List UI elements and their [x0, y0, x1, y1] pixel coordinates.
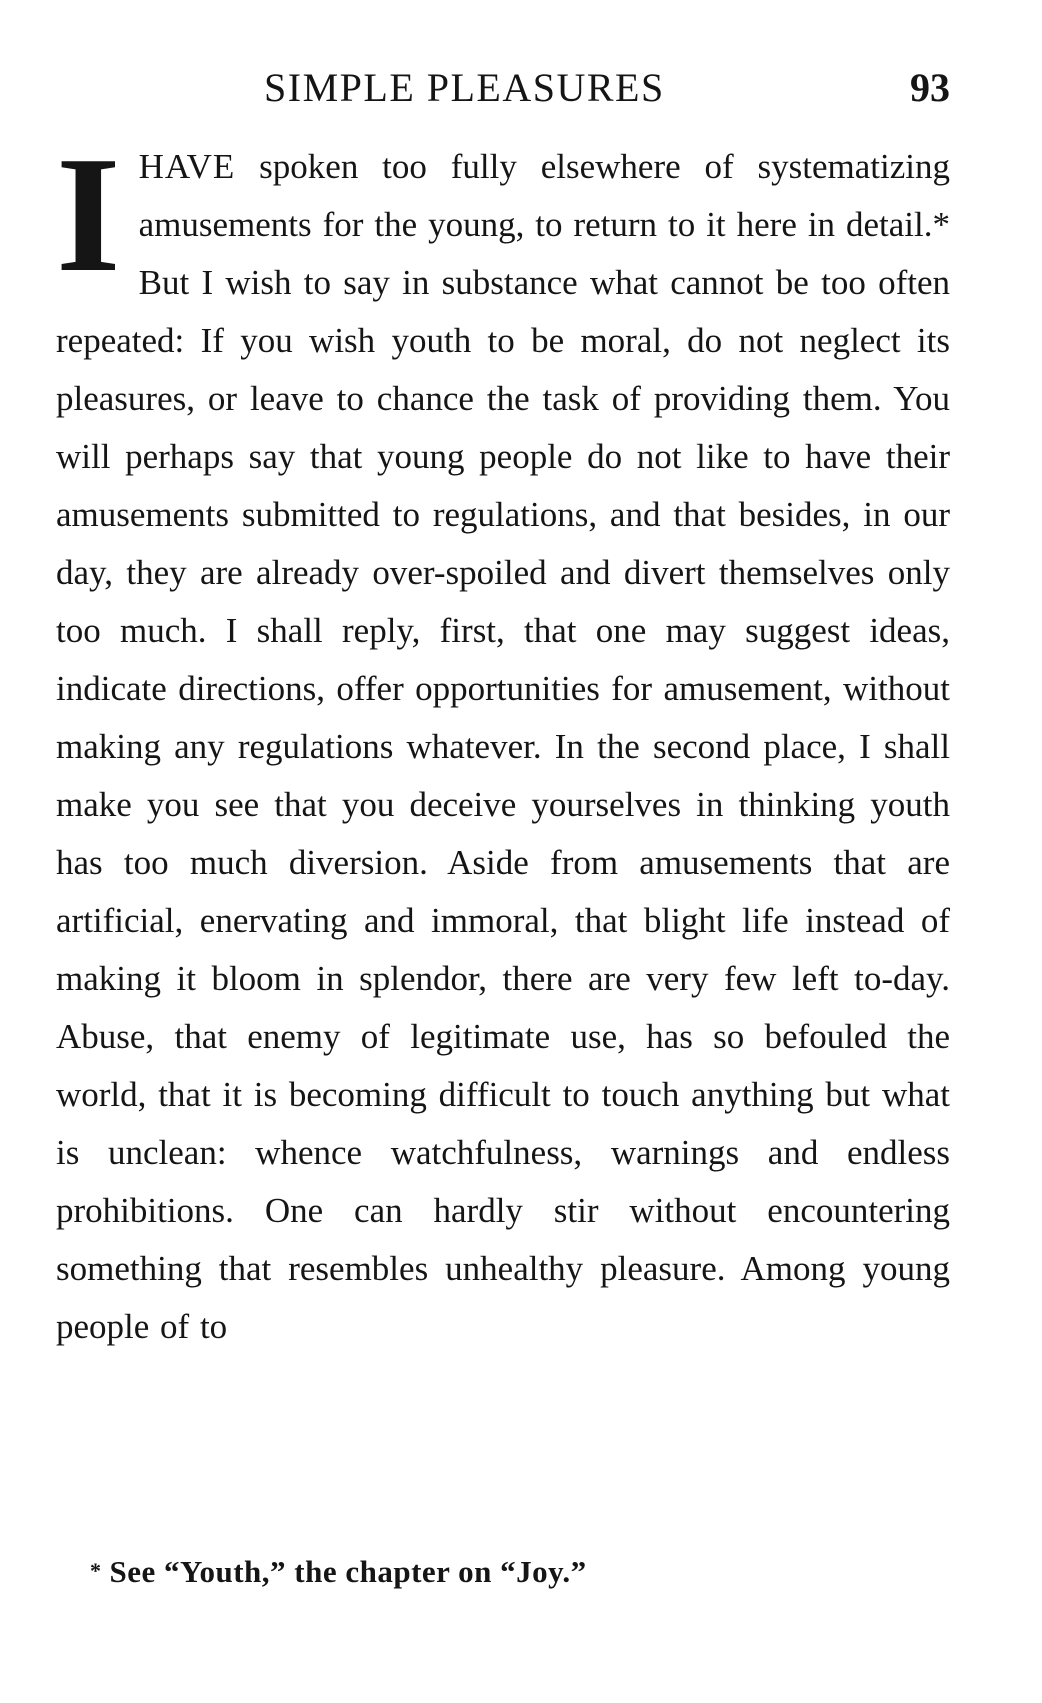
running-head: SIMPLE PLEASURES: [264, 65, 665, 110]
page-number: 93: [910, 65, 950, 110]
lead-word: HAVE: [138, 147, 236, 186]
body-text: spoken too fully elsewhere of systematizing amusements for the young, to return to it here in detail.* But I wish to say in substance what cannot be too often repeated: If you wish youth to be moral, do not neglect its pleasures, or leave to chance the task of providing them. You will perhaps say that young people do not like to have their amusements submitted to regulations, and that besides, in our day, they are already over-spoiled and divert themselves only too much. I shall reply, first, that one may suggest ideas, indicate directions, offer opportunities for amusement, without making any regulations whatever. In the second place, I shall make you see that you deceive yourselves in thinking youth has too much diversion. Aside from amusements that are artificial, enervating and immoral, that blight life instead of making it bloom in splendor, there are very few left to-day. Abuse, that enemy of legitimate use, has so befouled the world, that it is becoming difficult to touch anything but what is unclean: whence watchfulness, warnings and endless prohibitions. One can hardly stir without encountering something that resembles unhealthy pleasure. Among young people of to: [56, 147, 950, 1346]
footnote-text: See “Youth,” the chapter on “Joy.”: [109, 1554, 587, 1589]
body-paragraph: [56, 122, 950, 1356]
footnote-mark: *: [90, 1558, 102, 1583]
footnote: [90, 1556, 587, 1587]
page-header: [56, 64, 950, 124]
drop-cap: I: [56, 122, 121, 306]
